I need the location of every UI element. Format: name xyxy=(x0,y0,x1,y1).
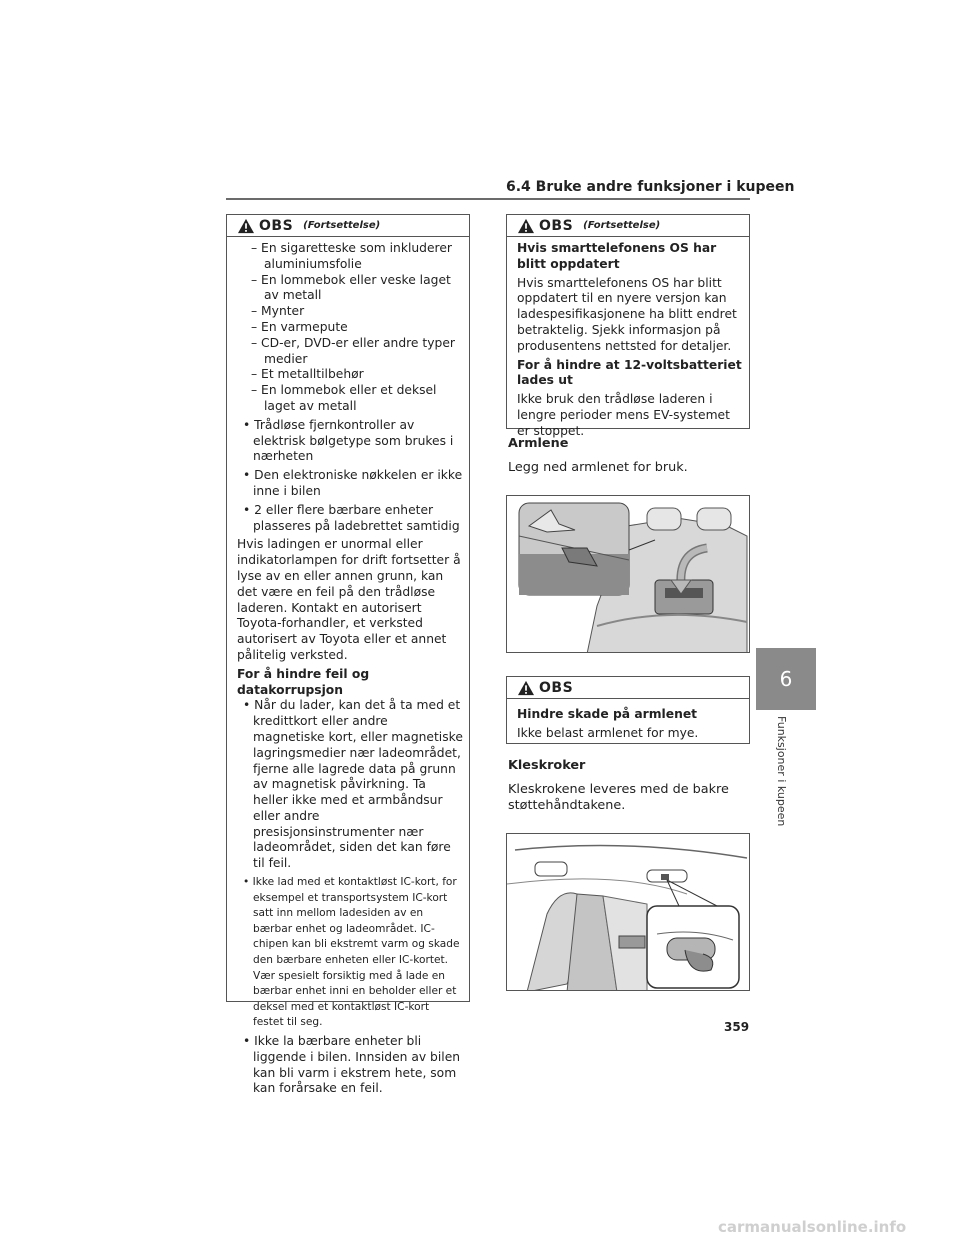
list-item: – CD-er, DVD-er eller andre typer medier xyxy=(251,335,455,366)
subheading: Hvis smarttelefonens OS har blitt oppdatert xyxy=(517,241,717,271)
chapter-tab[interactable]: 6 xyxy=(756,648,816,710)
header-divider xyxy=(226,198,750,200)
watermark: carmanualsonline.info xyxy=(718,1218,907,1236)
right-obs-box xyxy=(506,214,750,438)
list-item: • Ikke lad med et kontaktløst IC-kort, for eksempel et transportsystem IC-kort satt inn mellom ladesiden av en bærbar enhet og ladeområdet. IC-chipen kan bli ekstremt varm og skade den bærbare enheten eller IC-kortet. Vær spesielt forsiktig med å lade en bærbar enhet inni en beholder eller et deksel med et kontaktløst IC-kort festet til seg. xyxy=(243,876,460,1029)
kleskroker-heading: Kleskroker xyxy=(508,758,586,773)
list-item: • Trådløse fjernkontroller av elektrisk bølgetype som brukes i nærheten xyxy=(243,417,454,464)
subheading: Hindre skade på armlenet xyxy=(517,707,698,721)
section-header: 6.4 Bruke andre funksjoner i kupeen xyxy=(506,179,795,195)
chapter-label: Funksjoner i kupeen xyxy=(775,716,788,827)
subheading: For å hindre feil og datakorrupsjon xyxy=(237,666,370,697)
obs-header xyxy=(507,215,749,237)
list-item: • Når du lader, kan det å ta med et kredittkort eller andre magnetiske kort, eller magnetiske lagringsmedier nær ladeområdet, fjerne alle lagrede data på grunn av magnetisk påvirkning. Ta heller ikke med et armbåndsur eller andre presisjonsinstrumenter nær ladeområdet, siden det kan føre til feil. xyxy=(243,698,463,871)
continued-label: (Fortsettelse) xyxy=(303,220,381,231)
obs-header xyxy=(507,677,749,699)
warning-icon xyxy=(517,680,535,696)
paragraph: Hvis smarttelefonens OS har blitt oppdatert til en nyere versjon kan ladespesifikasjonene ha blitt endret betraktelig. Sjekk informasjon på produsentens nettsted for detaljer. xyxy=(517,275,737,353)
paragraph: Hvis ladingen er unormal eller indikatorlampen for drift fortsetter å lyse av en eller annen grunn, kan det være en feil på den trådløse laderen. Kontakt en autorisert Toyota-forhandler, et verksted autorisert av Toyota eller et annet pålitelig verksted. xyxy=(237,537,461,662)
list-item: – Et metalltilbehør xyxy=(251,367,364,382)
list-item: – En varmepute xyxy=(251,319,348,334)
armrest-illustration xyxy=(507,496,750,653)
kleskroker-text: Kleskrokene leveres med de bakre støttehåndtakene. xyxy=(508,782,729,813)
obs-label: OBS xyxy=(539,679,574,696)
warning-icon xyxy=(517,218,535,234)
armlene-heading: Armlene xyxy=(508,436,569,451)
obs-label: OBS xyxy=(539,217,574,234)
list-item: • Den elektroniske nøkkelen er ikke inne i bilen xyxy=(243,468,463,498)
list-item: • 2 eller flere bærbare enheter plasseres på ladebrettet samtidig xyxy=(243,502,460,533)
subheading: For å hindre at 12-voltsbatteriet lades ut xyxy=(517,357,742,388)
obs-header xyxy=(227,215,469,237)
page-number: 359 xyxy=(724,1020,750,1034)
coat-hook-illustration xyxy=(507,834,750,991)
right-box-body xyxy=(507,237,749,448)
armrest-obs-body xyxy=(507,699,749,750)
list-item: – En lommebok eller et deksel laget av metall xyxy=(251,383,437,413)
list-item: • Ikke la bærbare enheter bli liggende i bilen. Innsiden av bilen kan bli varm i ekstrem hete, som kan forårsake en feil. xyxy=(243,1034,461,1096)
paragraph: Ikke bruk den trådløse laderen i lengre perioder mens EV-systemet er stoppet. xyxy=(517,392,730,438)
paragraph: Ikke belast armlenet for mye. xyxy=(517,725,699,740)
armlene-text: Legg ned armlenet for bruk. xyxy=(508,460,688,475)
warning-icon xyxy=(237,218,255,234)
obs-label: OBS xyxy=(259,217,294,234)
armrest-figure xyxy=(506,495,750,653)
coat-hook-figure xyxy=(506,833,750,991)
left-obs-box xyxy=(226,214,470,1096)
list-item: – Mynter xyxy=(251,304,305,319)
list-item: – En lommebok eller veske laget av metall xyxy=(251,272,451,303)
list-item: – En sigaretteske som inkluderer aluminiumsfolie xyxy=(251,241,452,271)
left-box-body xyxy=(227,237,469,1105)
continued-label: (Fortsettelse) xyxy=(583,220,661,231)
armrest-obs-box xyxy=(506,676,750,744)
